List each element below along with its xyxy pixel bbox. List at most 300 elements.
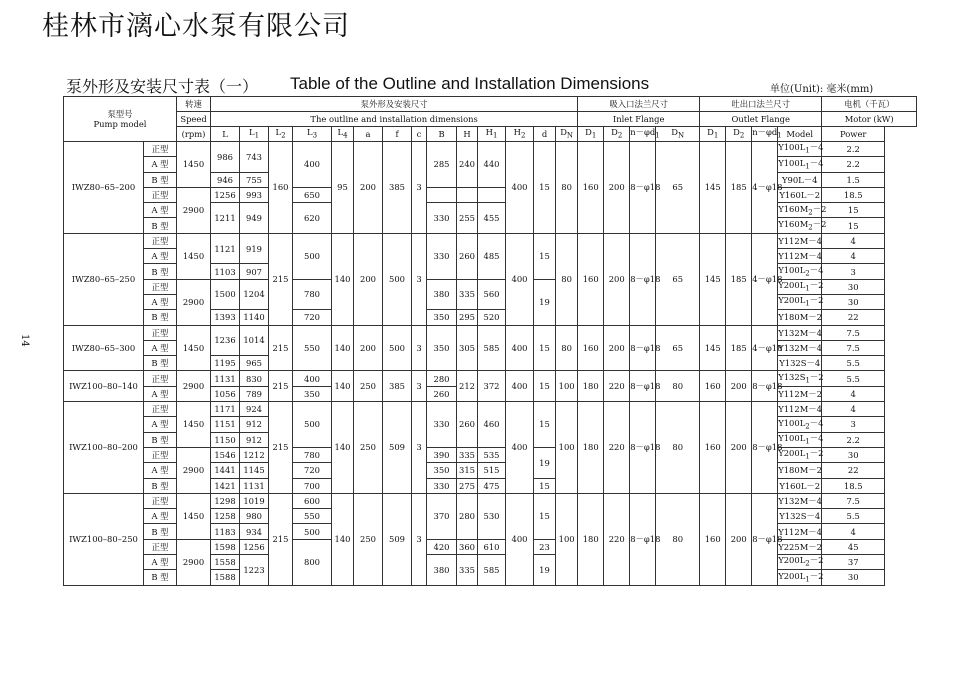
cell-n-in: 8－φ18 [630,142,656,234]
speed: 2900 [177,279,211,325]
column-header-h2: $H_2$ [506,127,534,142]
cell-d1-out: 145 [700,142,726,234]
motor-power: 22 [822,463,885,478]
motor-model: $Y100L_2-4$ [778,264,824,278]
variant: A 型 [144,417,177,432]
cell-l: 1558 [211,555,240,570]
cell-l1: 1019 [240,493,269,508]
cell-l3: 350 [293,386,332,401]
table-title-zh: 泵外形及安装尺寸表（一） [66,77,259,96]
cell-l: 1131 [211,371,240,386]
column-header-d2-in: $D_2$ [604,127,630,142]
column-header-row [64,127,917,142]
motor-model: $Y160M_2-2$ [778,218,827,232]
variant: 正型 [144,142,177,157]
cell-h: 260 [457,233,478,279]
variant: B 型 [144,310,177,325]
cell-l4: 95 [332,142,354,234]
motor-model: Y180M－2 [778,310,822,325]
cell-c: 3 [412,233,427,325]
cell-l: 1195 [211,356,240,371]
motor-power: 5.5 [822,371,885,386]
cell-l1: 993 [240,187,269,202]
cell-l: 1546 [211,447,240,462]
cell-dn-out: 80 [656,402,700,494]
cell-d1-out: 145 [700,233,726,325]
motor-power: 30 [822,447,885,462]
cell-h1: 520 [478,310,506,325]
cell-d2-in: 200 [604,142,630,234]
cell-h1: 475 [478,478,506,493]
cell-h: 295 [457,310,478,325]
column-header-h1: $H_1$ [478,127,506,142]
cell-d1-out: 160 [700,402,726,494]
cell-l3: 600 [293,493,332,508]
motor-power: 4 [822,249,885,264]
speed-en: Speed [177,112,211,127]
variant: 正型 [144,402,177,417]
cell-f: 500 [383,325,412,371]
column-header-a: a [354,127,383,142]
cell-h: 275 [457,478,478,493]
motor-power: 37 [822,555,885,570]
column-header-d2-out: $D_2$ [726,127,752,142]
cell-h1: 460 [478,402,506,448]
motor-power: 45 [822,539,885,554]
column-header-dn-in: $D_N$ [556,127,578,142]
cell-l: 946 [211,172,240,187]
pump-model-header [64,97,177,142]
cell-l3: 700 [293,478,332,493]
cell-l: 1393 [211,310,240,325]
cell-n-out: 8－φ18 [752,493,778,585]
cell-dn-in: 80 [556,142,578,234]
cell-l1: 912 [240,417,269,432]
pump-model: IWZ100–80–200 [64,402,144,494]
cell-l2: 215 [269,325,293,371]
cell-l: 1236 [211,325,240,356]
cell-l3: 650 [293,187,332,202]
motor-model: $Y200L_1-2$ [778,570,824,584]
motor-power: 15 [822,218,885,233]
cell-d: 19 [534,555,556,586]
cell-h: 335 [457,447,478,462]
variant: 正型 [144,447,177,462]
cell-h: 305 [457,325,478,371]
cell-a: 250 [354,493,383,585]
cell-dn-in: 100 [556,371,578,402]
motor-power: 18.5 [822,187,885,202]
variant: A 型 [144,386,177,401]
motor-power: 7.5 [822,325,885,340]
cell-d2-out: 185 [726,233,752,325]
cell-h2: 400 [506,325,534,371]
variant: B 型 [144,432,177,447]
cell-d1-out: 145 [700,325,726,371]
cell-a: 250 [354,402,383,494]
pump-model-zh: 泵型号 [107,109,133,119]
cell-b: 285 [427,142,457,188]
column-header-b: B [427,127,457,142]
speed: 1450 [177,493,211,539]
motor-power: 3 [822,417,885,432]
motor-power: 1.5 [822,172,885,187]
cell-l3: 550 [293,325,332,371]
motor-power: 15 [822,203,885,218]
motor-power: 4 [822,386,885,401]
cell-l1: 1131 [240,478,269,493]
variant: A 型 [144,509,177,524]
header-row [64,112,917,127]
cell-h [457,187,478,202]
motor-model: Y132M－4 [778,340,822,355]
cell-h1: 515 [478,463,506,478]
cell-l1: 949 [240,203,269,234]
motor-model: Y132M－4 [778,493,822,508]
motor-power: 30 [822,570,885,585]
cell-l1: 924 [240,402,269,417]
speed-zh: 转速 [177,97,211,112]
cell-d1-in: 160 [578,325,604,371]
pump-model: IWZ80–65–300 [64,325,144,371]
cell-h: 335 [457,279,478,310]
company-name: 桂林市漓心水泵有限公司 [42,11,350,42]
outline-zh: 泵外形及安装尺寸 [211,97,578,112]
column-header-dn-out: $D_N$ [656,127,700,142]
dimensions-table [63,96,917,586]
cell-d2-out: 185 [726,325,752,371]
cell-d: 15 [534,142,556,234]
cell-l2: 215 [269,493,293,585]
cell-b: 280 [427,371,457,386]
cell-l: 1298 [211,493,240,508]
cell-h2: 400 [506,493,534,585]
column-header-f: f [383,127,412,142]
cell-c: 3 [412,371,427,402]
pump-model: IWZ80–65–250 [64,233,144,325]
cell-l1: 965 [240,356,269,371]
cell-l1: 1212 [240,447,269,462]
motor-power: 3 [822,264,885,279]
motor-model: $Y200L_2-2$ [778,555,824,568]
cell-l: 1588 [211,570,240,585]
cell-d: 15 [534,493,556,539]
cell-n-in: 8－φ18 [630,233,656,325]
cell-b: 330 [427,478,457,493]
cell-l1: 912 [240,432,269,447]
motor-power: 5.5 [822,509,885,524]
speed: 2900 [177,539,211,585]
variant: A 型 [144,340,177,355]
cell-b: 330 [427,402,457,448]
motor-model: $Y100L_1-4$ [778,432,824,446]
cell-l1: 980 [240,509,269,524]
cell-n-out: 4－φ18 [752,325,778,371]
speed: 1450 [177,142,211,188]
variant: B 型 [144,570,177,585]
cell-d: 15 [534,402,556,448]
cell-h: 255 [457,203,478,234]
unit-label: 单位(Unit): 毫米(mm) [770,84,874,95]
table-row [64,447,917,462]
cell-d2-in: 200 [604,325,630,371]
variant: 正型 [144,279,177,294]
cell-l: 1500 [211,279,240,310]
cell-d2-in: 200 [604,233,630,325]
cell-d: 15 [534,325,556,371]
motor-power: 22 [822,310,885,325]
cell-f: 385 [383,371,412,402]
cell-h1 [478,187,506,202]
cell-b: 380 [427,555,457,586]
cell-b: 260 [427,386,457,401]
header-row [64,97,917,112]
cell-h1: 535 [478,447,506,462]
column-header-l2: $L_2$ [269,127,293,142]
motor-model: $Y100L_2-4$ [778,417,824,431]
cell-d1-in: 160 [578,233,604,325]
cell-l1: 1014 [240,325,269,356]
cell-l4: 140 [332,493,354,585]
cell-h1: 372 [478,371,506,402]
cell-d1-in: 180 [578,493,604,585]
cell-l: 1103 [211,264,240,279]
cell-b: 420 [427,539,457,554]
motor-model: Y90L－4 [778,172,822,187]
cell-dn-out: 65 [656,233,700,325]
variant: 正型 [144,539,177,554]
cell-b: 390 [427,447,457,462]
motor-zh: 电机（千瓦） [822,97,917,112]
cell-a: 200 [354,142,383,234]
motor-power: 7.5 [822,340,885,355]
cell-b: 330 [427,233,457,279]
cell-dn-in: 80 [556,233,578,325]
variant: 正型 [144,187,177,202]
column-header-l: L [211,127,240,142]
variant: 正型 [144,325,177,340]
cell-l3: 500 [293,524,332,539]
cell-h1: 585 [478,325,506,371]
variant: B 型 [144,524,177,539]
variant: B 型 [144,218,177,233]
cell-c: 3 [412,325,427,371]
speed: 1450 [177,402,211,448]
motor-model: $Y200L_1-2$ [778,279,824,293]
motor-model: Y112M－4 [778,249,822,264]
cell-l1: 789 [240,386,269,401]
column-header-n-out: $n-\varphi d_1$ [752,127,782,140]
column-header-h: H [457,127,478,142]
table-row [64,402,917,417]
motor-model: Y132S－4 [778,356,822,371]
cell-b: 370 [427,493,457,539]
motor-model: Y180M－2 [778,463,822,478]
variant: B 型 [144,264,177,279]
cell-a: 200 [354,325,383,371]
cell-l3: 720 [293,310,332,325]
cell-d1-in: 180 [578,371,604,402]
cell-dn-out: 65 [656,142,700,234]
variant: B 型 [144,478,177,493]
motor-model: $Y132S_1-2$ [778,371,824,385]
motor-model: Y112M－4 [778,233,822,248]
cell-b [427,187,457,202]
cell-l1: 1256 [240,539,269,554]
cell-l1: 907 [240,264,269,279]
cell-h: 280 [457,493,478,539]
variant: A 型 [144,294,177,309]
cell-l1: 1145 [240,463,269,478]
cell-l: 986 [211,142,240,173]
cell-l1: 1223 [240,555,269,586]
variant: B 型 [144,172,177,187]
cell-d: 19 [534,447,556,478]
cell-l3: 500 [293,233,332,279]
cell-b: 330 [427,203,457,234]
cell-l1: 755 [240,172,269,187]
column-header-l4: $L_4$ [332,127,354,142]
motor-model: $Y200L_1-2$ [778,295,824,308]
motor-model: Y132S－4 [778,509,822,524]
motor-model: $Y100L_1-4$ [778,157,824,171]
variant: A 型 [144,555,177,570]
cell-h: 315 [457,463,478,478]
cell-n-in: 8－φ18 [630,371,656,402]
cell-b: 350 [427,463,457,478]
cell-l: 1211 [211,203,240,234]
cell-l: 1151 [211,417,240,432]
motor-model: Y160L－2 [778,478,822,493]
cell-h1: 485 [478,233,506,279]
cell-d1-in: 180 [578,402,604,494]
cell-l: 1150 [211,432,240,447]
motor-power: 7.5 [822,493,885,508]
inlet-en: Inlet Flange [578,112,700,127]
table-row [64,187,917,202]
speed: 2900 [177,371,211,402]
cell-a: 200 [354,233,383,325]
cell-d: 15 [534,233,556,279]
cell-l: 1256 [211,187,240,202]
motor-power: 5.5 [822,356,885,371]
cell-f: 509 [383,402,412,494]
cell-n-out: 4－φ18 [752,233,778,325]
cell-h2: 400 [506,402,534,494]
cell-f: 509 [383,493,412,585]
speed-unit: (rpm) [177,127,211,142]
cell-n-in: 8－φ18 [630,493,656,585]
cell-b: 350 [427,310,457,325]
cell-f: 500 [383,233,412,325]
cell-h: 360 [457,539,478,554]
motor-power: 2.2 [822,142,885,157]
cell-h1: 560 [478,279,506,310]
cell-l3: 720 [293,463,332,478]
cell-l3: 780 [293,279,332,310]
speed: 2900 [177,447,211,493]
cell-l1: 934 [240,524,269,539]
cell-n-in: 8－φ18 [630,325,656,371]
motor-power: 18.5 [822,478,885,493]
table-row [64,142,917,157]
variant: A 型 [144,203,177,218]
column-header-d: d [534,127,556,142]
cell-dn-out: 80 [656,371,700,402]
cell-l1: 919 [240,233,269,264]
column-header-n-in: $n-\varphi d_1$ [630,127,660,140]
cell-l: 1421 [211,478,240,493]
inlet-zh: 吸入口法兰尺寸 [578,97,700,112]
motor-power: 30 [822,279,885,294]
cell-l1: 830 [240,371,269,386]
cell-d1-in: 160 [578,142,604,234]
motor-en: Motor (kW) [822,112,917,127]
cell-h: 240 [457,142,478,188]
cell-l: 1183 [211,524,240,539]
cell-l3: 400 [293,371,332,386]
cell-l2: 160 [269,142,293,234]
cell-d2-out: 185 [726,142,752,234]
cell-dn-out: 80 [656,493,700,585]
cell-dn-out: 65 [656,325,700,371]
table-row [64,325,917,340]
cell-c: 3 [412,493,427,585]
cell-l3: 550 [293,509,332,524]
cell-dn-in: 80 [556,325,578,371]
variant: A 型 [144,157,177,172]
variant: A 型 [144,249,177,264]
cell-l2: 215 [269,233,293,325]
cell-c: 3 [412,402,427,494]
motor-model: Y112M－2 [778,386,822,401]
column-header-l3: $L_3$ [293,127,332,142]
cell-l4: 140 [332,371,354,402]
cell-l: 1258 [211,509,240,524]
cell-a: 250 [354,371,383,402]
cell-l3: 500 [293,402,332,448]
pump-model: IWZ80–65–200 [64,142,144,234]
motor-model: Y112M－4 [778,524,822,539]
motor-power: 4 [822,524,885,539]
cell-l: 1056 [211,386,240,401]
table-title-en: Table of the Outline and Installation Dimensions [290,74,650,93]
motor-power: 4 [822,233,885,248]
cell-dn-in: 100 [556,493,578,585]
cell-h: 335 [457,555,478,586]
variant: 正型 [144,371,177,386]
cell-b: 350 [427,325,457,371]
cell-h2: 400 [506,371,534,402]
cell-l1: 743 [240,142,269,173]
cell-h2: 400 [506,142,534,234]
cell-n-out: 4－φ18 [752,142,778,234]
cell-d: 15 [534,478,556,493]
cell-l3: 780 [293,447,332,462]
variant: 正型 [144,493,177,508]
outlet-zh: 吐出口法兰尺寸 [700,97,822,112]
cell-h1: 440 [478,142,506,188]
column-header-c: c [412,127,427,142]
cell-d2-out: 200 [726,402,752,494]
cell-n-in: 8－φ18 [630,402,656,494]
motor-model: $Y100L_1-4$ [778,142,824,155]
cell-h2: 400 [506,233,534,325]
cell-l3: 620 [293,203,332,234]
motor-model: Y132M－4 [778,325,822,340]
cell-d2-in: 220 [604,402,630,494]
speed: 1450 [177,233,211,279]
